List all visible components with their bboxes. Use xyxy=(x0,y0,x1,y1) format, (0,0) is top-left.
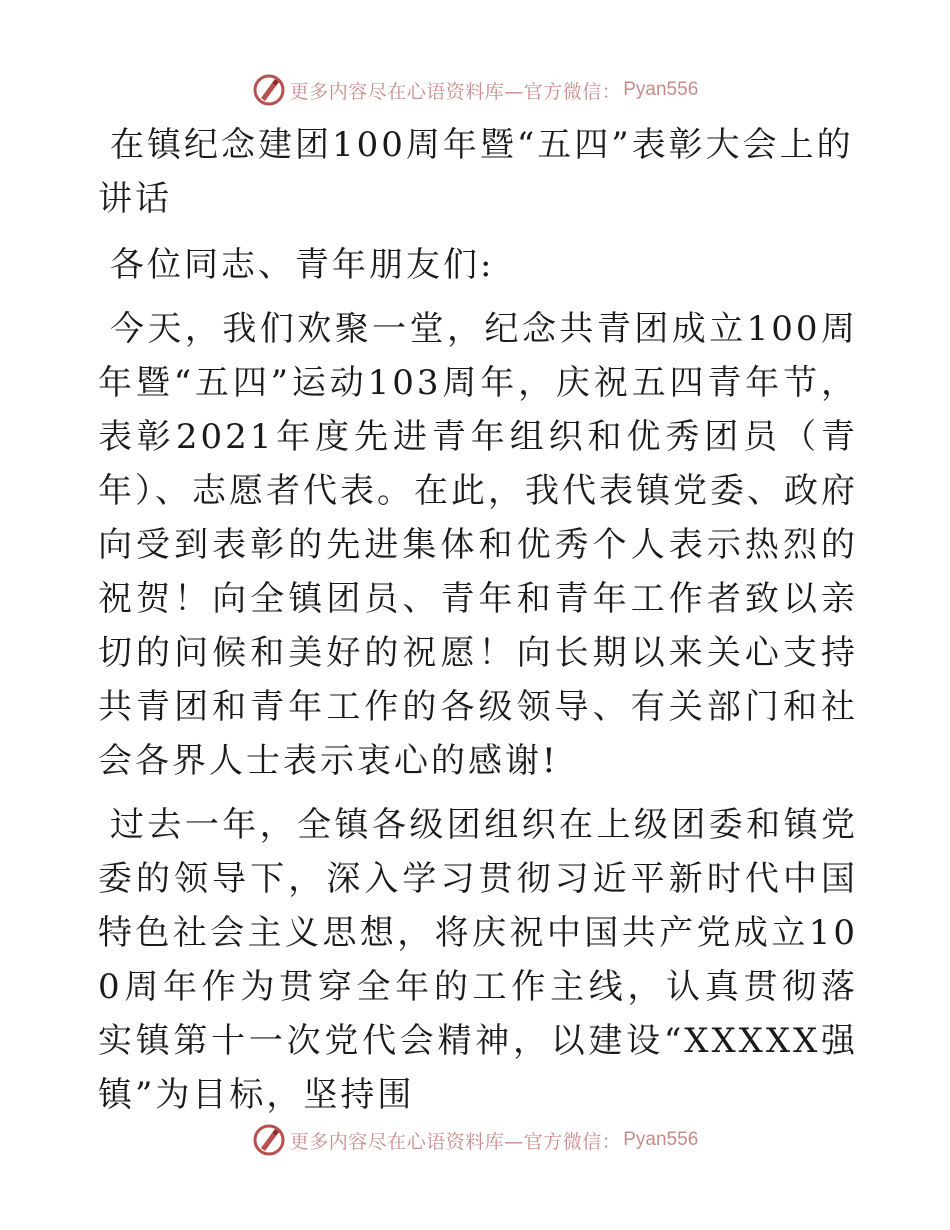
paragraph-1: 今天，我们欢聚一堂，纪念共青团成立100周年暨“五四”运动103周年，庆祝五四青年节，表彰2021年度先进青年组织和优秀团员（青年）、志愿者代表。在此，我代表镇党委、政府向受到表彰的先进集体和优秀个人表示热烈的祝贺！向全镇团员、青年和青年工作者致以亲切的问候和美好的祝愿！向长期以来关心支持共青团和青年工作的各级领导、有关部门和社会各界人士表示衷心的感谢! xyxy=(98,309,858,781)
watermark-wechat-id: Pyan556 xyxy=(623,79,699,100)
paragraph-2: 过去一年，全镇各级团组织在上级团委和镇党委的领导下，深入学习贯彻习近平新时代中国特色社会主义思想，将庆祝中国共产党成立100周年作为贯穿全年的工作主线，认真贯彻落实镇第十一次党代会精神，以建设“XXXXX强镇”为目标，坚持围 xyxy=(98,805,858,1115)
footer-watermark xyxy=(0,1122,950,1158)
watermark-text: 更多内容尽在心语资料库—官方微信： xyxy=(289,1130,622,1153)
salutation: 各位同志、青年朋友们: xyxy=(110,245,495,285)
watermark-text: 更多内容尽在心语资料库—官方微信： xyxy=(289,80,622,103)
watermark-wechat-id: Pyan556 xyxy=(623,1129,699,1150)
document-title: 在镇纪念建团100周年暨“五四”表彰大会上的讲话 xyxy=(98,125,854,219)
pen-logo-icon xyxy=(252,1123,286,1157)
header-watermark xyxy=(0,72,950,108)
pen-logo-icon xyxy=(252,73,286,107)
document-body xyxy=(98,118,858,1132)
